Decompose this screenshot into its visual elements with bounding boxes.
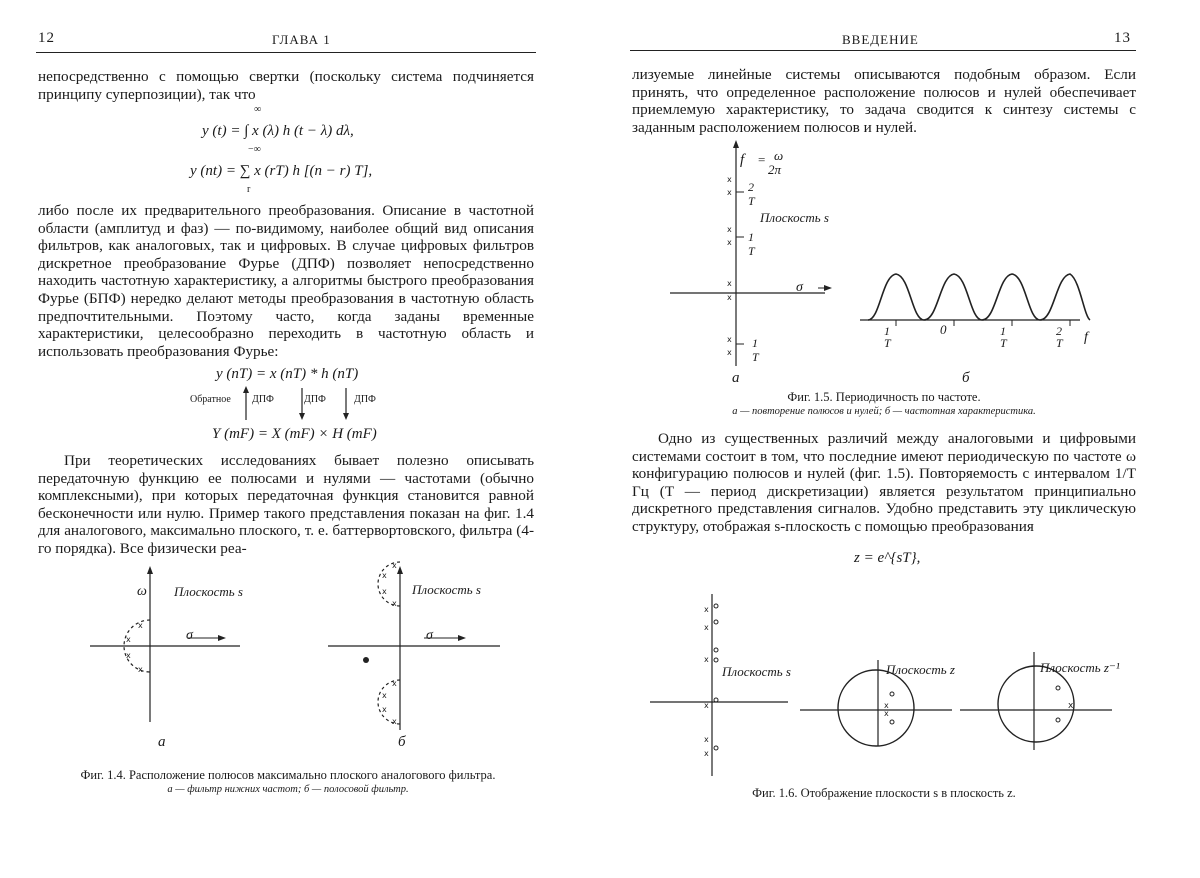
figure-caption: Фиг. 1.5. Периодичность по частоте. bbox=[787, 390, 981, 404]
integral-lower-limit: −∞ bbox=[248, 144, 261, 155]
running-head: ВВЕДЕНИЕ bbox=[842, 32, 919, 47]
sigma-label: σ bbox=[796, 280, 803, 295]
header-rule bbox=[36, 52, 536, 53]
equation-time-domain: y (nT) = x (nT) * h (nT) bbox=[216, 366, 359, 382]
label-dft: ДПФ bbox=[304, 394, 326, 405]
omega-label: ω bbox=[774, 148, 784, 163]
equation-frequency-domain: Y (mF) = X (mF) × H (mF) bbox=[212, 426, 377, 442]
page-number: 13 bbox=[1114, 30, 1131, 46]
paragraph: Одно из существенных различий между аналоговыми и цифровыми системами состоит в том, что последние имеют периодическую по частоте ω конфигурацию полюсов и нулей (фиг. 1.5). Повторяемость с интервалом 1/T Гц (T — период дискретизации) является результатом принципиально дискретного представления сигналов. Удобно представить эту циклическую структуру, отображая s-плоскость с помощью преобразования bbox=[632, 430, 1136, 535]
zinv-plane-label: Плоскость z⁻¹ bbox=[1040, 660, 1120, 675]
tick-2-over-T: 2 bbox=[1056, 324, 1062, 338]
tick-2-over-T: 2 bbox=[748, 180, 754, 194]
right-page bbox=[600, 0, 1200, 878]
figure-subcaption: а — фильтр нижних частот; б — полосовой фильтр. bbox=[167, 784, 409, 795]
svg-text:x: x bbox=[884, 709, 889, 718]
svg-text:x: x bbox=[126, 651, 131, 660]
figure-caption: Фиг. 1.6. Отображение плоскости s в плоскость z. bbox=[752, 786, 1016, 800]
two-pi-label: 2π bbox=[768, 162, 782, 177]
f-label: f bbox=[740, 152, 745, 168]
tick-T: T bbox=[752, 350, 759, 364]
tick-T: T bbox=[1056, 336, 1063, 350]
svg-text:x: x bbox=[1068, 701, 1074, 711]
paragraph: либо после их предварительного преобразования. Описание в частотной области (амплитуд и фаз) — по-видимому, наиболее общий вид описания фильтров, как аналоговых, так и цифровых. В случае цифровых фильтров дискретное преобразование Фурье (ДПФ) позволяет непосредственно находить частотную характеристику, а алгоритмы быстрого преобразования Фурье (БПФ) нередко делают методы преобразования в частотную область предпочтительными. Поэтому часто, когда заданы временные характеристики, целесообразно переходить в частотную область и использовать преобразования Фурье: bbox=[38, 202, 534, 360]
unit-circle-zinv bbox=[998, 666, 1074, 742]
svg-text:x: x bbox=[704, 605, 709, 614]
svg-text:x: x bbox=[392, 679, 397, 688]
unit-circle-z bbox=[838, 670, 914, 746]
paragraph: При теоретических исследованиях бывает полезно описывать передаточную функцию ее полюсами и нулями — частотами (обычно комплексными), при которых передаточная функция становится равной бесконечности или нулю. Пример такого представления показан на фиг. 1.4 для аналогового, максимально плоского, т. е. баттервортовского, фильтра (4-го порядка). Все физически реа- bbox=[38, 452, 534, 557]
paragraph: лизуемые линейные системы описываются подобным образом. Если принять, что определенное расположение полюсов и нулей обеспечивает приемлемую характеристику, то задача сводится к синтезу системы с заданным расположением полюсов и нулей. bbox=[632, 66, 1136, 136]
running-head: ГЛАВА 1 bbox=[272, 32, 331, 47]
equals-sign: = bbox=[758, 152, 766, 167]
plane-label-b: Плоскость s bbox=[412, 582, 481, 597]
svg-text:x: x bbox=[884, 701, 889, 710]
sublabel-b: б bbox=[962, 370, 970, 386]
svg-text:x: x bbox=[392, 717, 397, 726]
svg-text:x: x bbox=[704, 701, 709, 710]
transform-arrows bbox=[230, 384, 430, 424]
tick-1-over-T: 1 bbox=[1000, 324, 1006, 338]
svg-text:x: x bbox=[704, 655, 709, 664]
svg-text:x: x bbox=[704, 623, 709, 632]
sublabel-a: а bbox=[158, 734, 166, 750]
paragraph: непосредственно с помощью свертки (поскольку система подчиняется принципу суперпозиции), так что bbox=[38, 68, 534, 103]
tick-neg-1-over-T: 1 bbox=[752, 336, 758, 350]
sigma-label-a: σ bbox=[186, 628, 193, 643]
label-dft: ДПФ bbox=[252, 394, 274, 405]
equation-z-transform: z = e^{sT}, bbox=[854, 550, 921, 566]
svg-text:x: x bbox=[727, 225, 732, 234]
plane-label-a: Плоскость s bbox=[174, 584, 243, 599]
sublabel-b: б bbox=[398, 734, 406, 750]
integral-upper-limit: ∞ bbox=[254, 104, 262, 115]
svg-text:x: x bbox=[727, 348, 732, 357]
svg-text:x: x bbox=[392, 599, 397, 608]
svg-text:x: x bbox=[138, 621, 143, 630]
svg-text:x: x bbox=[727, 293, 732, 302]
tick-T: T bbox=[748, 194, 755, 208]
header-rule bbox=[630, 50, 1136, 51]
tick-T: T bbox=[1000, 336, 1007, 350]
omega-label-a: ω bbox=[137, 584, 147, 599]
tick-1-over-T: 1 bbox=[748, 230, 754, 244]
svg-text:x: x bbox=[382, 691, 387, 700]
svg-text:x: x bbox=[138, 665, 143, 674]
tick-zero: 0 bbox=[940, 322, 947, 337]
svg-text:x: x bbox=[727, 238, 732, 247]
sum-index: r bbox=[247, 184, 251, 195]
figure-1-4 bbox=[40, 552, 560, 752]
tick-T: T bbox=[748, 244, 755, 258]
figure-caption: Фиг. 1.4. Расположение полюсов максимально плоского аналогового фильтра. bbox=[80, 768, 496, 782]
equation-discrete-convolution: y (nt) = ∑ x (rT) h [(n − r) T], bbox=[190, 163, 373, 179]
figure-1-5 bbox=[660, 140, 1180, 380]
figure-1-6 bbox=[640, 590, 1160, 780]
sigma-label-b: σ bbox=[426, 628, 433, 643]
svg-text:x: x bbox=[704, 749, 709, 758]
label-inverse: Обратное bbox=[190, 394, 231, 405]
s-plane-label: Плоскость s bbox=[722, 664, 791, 679]
f-axis-label: f bbox=[1084, 330, 1088, 345]
figure-subcaption: а — повторение полюсов и нулей; б — частотная характеристика. bbox=[732, 406, 1036, 417]
tick-neg-1-over-T: 1 bbox=[884, 324, 890, 338]
page-number: 12 bbox=[38, 30, 55, 46]
svg-text:x: x bbox=[382, 587, 387, 596]
tick-T: T bbox=[884, 336, 891, 350]
svg-text:x: x bbox=[392, 561, 397, 570]
frequency-response-curve bbox=[868, 274, 1090, 320]
svg-text:x: x bbox=[727, 335, 732, 344]
equation-convolution: y (t) = ∫ x (λ) h (t − λ) dλ, bbox=[202, 123, 354, 139]
plane-label: Плоскость s bbox=[760, 210, 829, 225]
svg-text:x: x bbox=[126, 635, 131, 644]
svg-text:x: x bbox=[382, 571, 387, 580]
sublabel-a: а bbox=[732, 370, 740, 386]
svg-text:x: x bbox=[727, 175, 732, 184]
label-dft: ДПФ bbox=[354, 394, 376, 405]
z-plane-label: Плоскость z bbox=[886, 662, 955, 677]
svg-text:x: x bbox=[704, 735, 709, 744]
svg-text:x: x bbox=[382, 705, 387, 714]
svg-text:x: x bbox=[727, 188, 732, 197]
svg-text:x: x bbox=[727, 279, 732, 288]
